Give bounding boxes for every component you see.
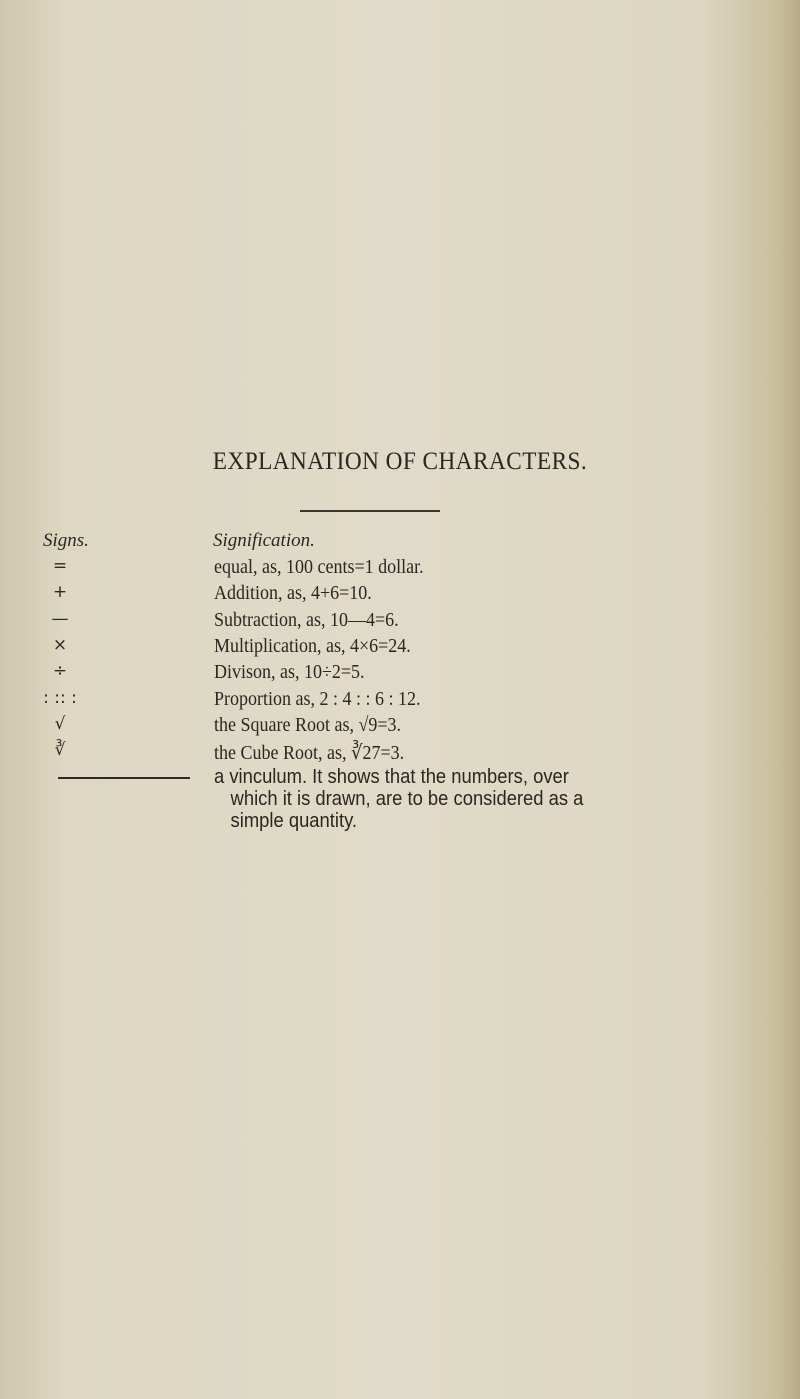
signification-text: Proportion as, 2 : 4 : : 6 : 12. (214, 687, 421, 710)
vinculum-sign (58, 777, 190, 779)
signification-text: Subtraction, as, 10—4=6. (214, 608, 399, 631)
vinculum-line: simple quantity. (230, 810, 358, 832)
sign-symbol: ∛ (54, 740, 66, 761)
signification-text: Addition, as, 4+6=10. (214, 582, 372, 605)
sign-symbol: : :: : (43, 687, 77, 708)
vinculum-line: which it is drawn, are to be considered as a (230, 788, 584, 810)
sign-symbol: × (52, 634, 68, 655)
signs-header: Signs. (43, 530, 89, 551)
signification-text: the Cube Root, as, ∛27=3. (214, 742, 405, 765)
signification-header: Signification. (213, 530, 315, 551)
table-row (0, 582, 800, 604)
table-row (0, 661, 800, 683)
sign-symbol: + (52, 582, 68, 603)
page-title: EXPLANATION OF CHARACTERS. (212, 448, 588, 475)
title-rule (300, 510, 440, 512)
vinculum-description (214, 766, 744, 832)
table-row (0, 609, 800, 631)
signification-text: the Square Root as, √9=3. (214, 713, 402, 736)
table-row (0, 688, 800, 710)
sign-symbol: — (51, 608, 69, 629)
signification-text: equal, as, 100 cents=1 dollar. (214, 556, 424, 578)
signification-text: Divison, as, 10÷2=5. (214, 661, 365, 684)
vinculum-line: a vinculum. It shows that the numbers, over (214, 766, 569, 788)
sign-symbol: ÷ (52, 661, 68, 682)
table-row (0, 556, 800, 578)
signification-text: Multiplication, as, 4×6=24. (214, 634, 411, 657)
table-row (0, 714, 800, 736)
sign-symbol: √ (54, 713, 66, 734)
table-row (0, 635, 800, 657)
table-row (0, 740, 800, 765)
sign-symbol: = (52, 556, 68, 576)
